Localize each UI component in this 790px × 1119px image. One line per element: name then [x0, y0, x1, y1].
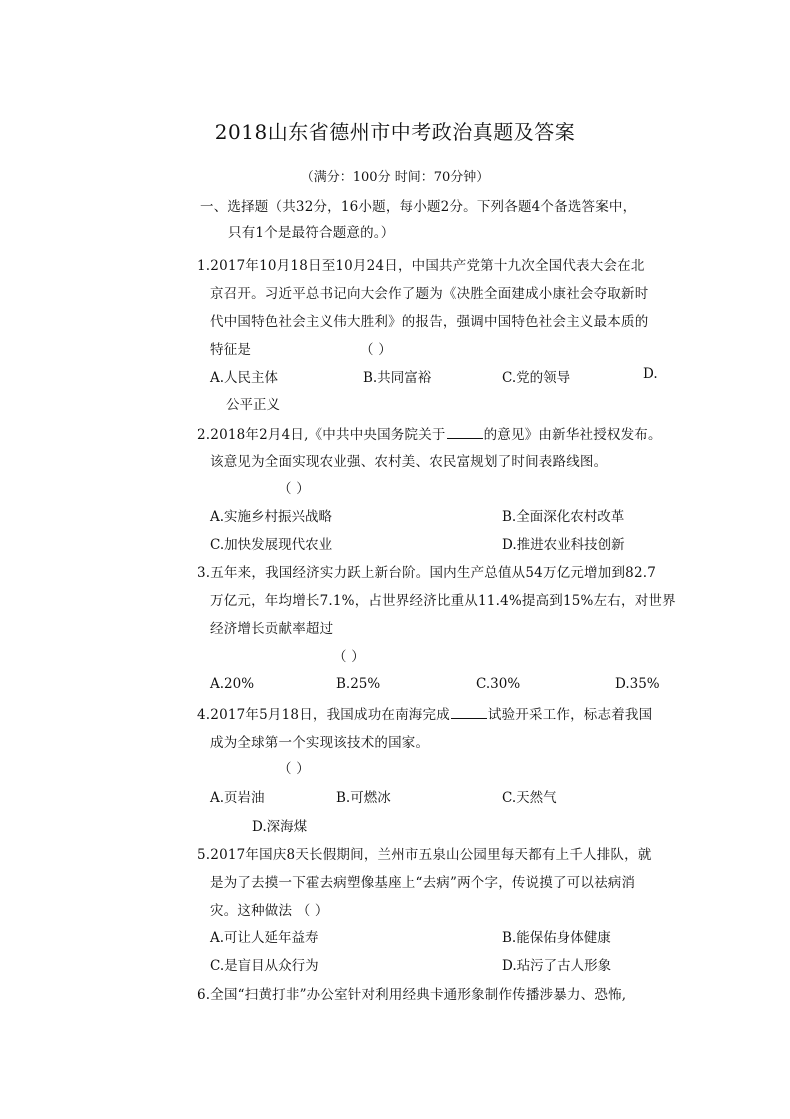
answer-paren: （ ）	[333, 649, 365, 665]
option-c: C.加快发展现代农业	[210, 537, 333, 553]
score-time-info: （满分：100分 时间：70分钟）	[300, 170, 490, 185]
question-2-line: 该意见为全面实现农业强、农村美、农民富规划了时间表路线图。	[210, 454, 608, 470]
option-c: C.30%	[476, 676, 521, 692]
option-d: D.深海煤	[252, 819, 308, 835]
question-6-line: 6.全国“扫黄打非”办公室针对利用经典卡通形象制作传播涉暴力、恐怖,	[197, 987, 627, 1003]
question-3-line: 经济增长贡献率超过	[210, 621, 334, 637]
option-c: C.是盲目从众行为	[210, 958, 319, 974]
question-5-line: 灾。这种做法 （ ）	[210, 903, 329, 919]
option-a: A.人民主体	[210, 370, 279, 386]
option-b: B.能保佑身体健康	[502, 930, 611, 946]
option-d: D.玷污了古人形象	[502, 958, 612, 974]
question-1-line: 京召开。习近平总书记向大会作了题为《决胜全面建成小康社会夺取新时	[210, 286, 649, 302]
option-b: B.共同富裕	[363, 370, 432, 386]
question-3-line: 万亿元，年均增长7.1%，占世界经济比重从11.4%提高到15%左右，对世界	[210, 593, 676, 609]
option-c: C.天然气	[502, 790, 557, 806]
question-1-line: 1.2017年10月18日至10月24日，中国共产党第十九次全国代表大会在北	[197, 258, 645, 274]
fill-blank	[451, 706, 487, 719]
question-1-line: 特征是	[210, 342, 252, 358]
option-d: D.35%	[615, 676, 660, 692]
option-a: A.20%	[210, 676, 255, 692]
question-2-line: 2.2018年2月4日,《中共中央国务院关于 的意见》由新华社授权发布。	[197, 427, 662, 443]
section-heading: 一、选择题（共32分，16小题，每小题2分。下列各题4个备选答案中，	[200, 199, 637, 215]
option-b: B.25%	[336, 676, 381, 692]
option-a: A.实施乡村振兴战略	[210, 509, 333, 525]
section-heading-cont: 只有1个是最符合题意的。）	[228, 225, 395, 241]
answer-paren: （ ）	[360, 342, 392, 358]
fill-blank	[447, 426, 483, 439]
option-a: A.可让人延年益寿	[210, 930, 319, 946]
option-d: D.	[643, 366, 658, 382]
option-b: B.可燃冰	[336, 790, 391, 806]
answer-paren: （ ）	[278, 481, 310, 497]
option-d: D.推进农业科技创新	[502, 537, 625, 553]
question-5-line: 是为了去摸一下霍去病塑像基座上“去病”两个字，传说摸了可以祛病消	[210, 875, 636, 891]
question-4-line: 成为全球第一个实现该技术的国家。	[210, 735, 430, 751]
answer-paren: （ ）	[278, 761, 310, 777]
page-title: 2018山东省德州市中考政治真题及答案	[214, 120, 576, 144]
option-c: C.党的领导	[502, 370, 571, 386]
question-3-line: 3.五年来，我国经济实力跃上新台阶。国内生产总值从54万亿元增加到82.7	[197, 565, 657, 581]
option-d-text: 公平正义	[226, 397, 280, 413]
option-a: A.页岩油	[210, 790, 265, 806]
question-5-line: 5.2017年国庆8天长假期间，兰州市五泉山公园里每天都有上千人排队，就	[197, 847, 652, 863]
question-4-line: 4.2017年5月18日，我国成功在南海完成 试验开采工作，标志着我国	[197, 707, 653, 723]
question-1-line: 代中国特色社会主义伟大胜利》的报告，强调中国特色社会主义最本质的	[210, 314, 649, 330]
option-b: B.全面深化农村改革	[502, 509, 625, 525]
